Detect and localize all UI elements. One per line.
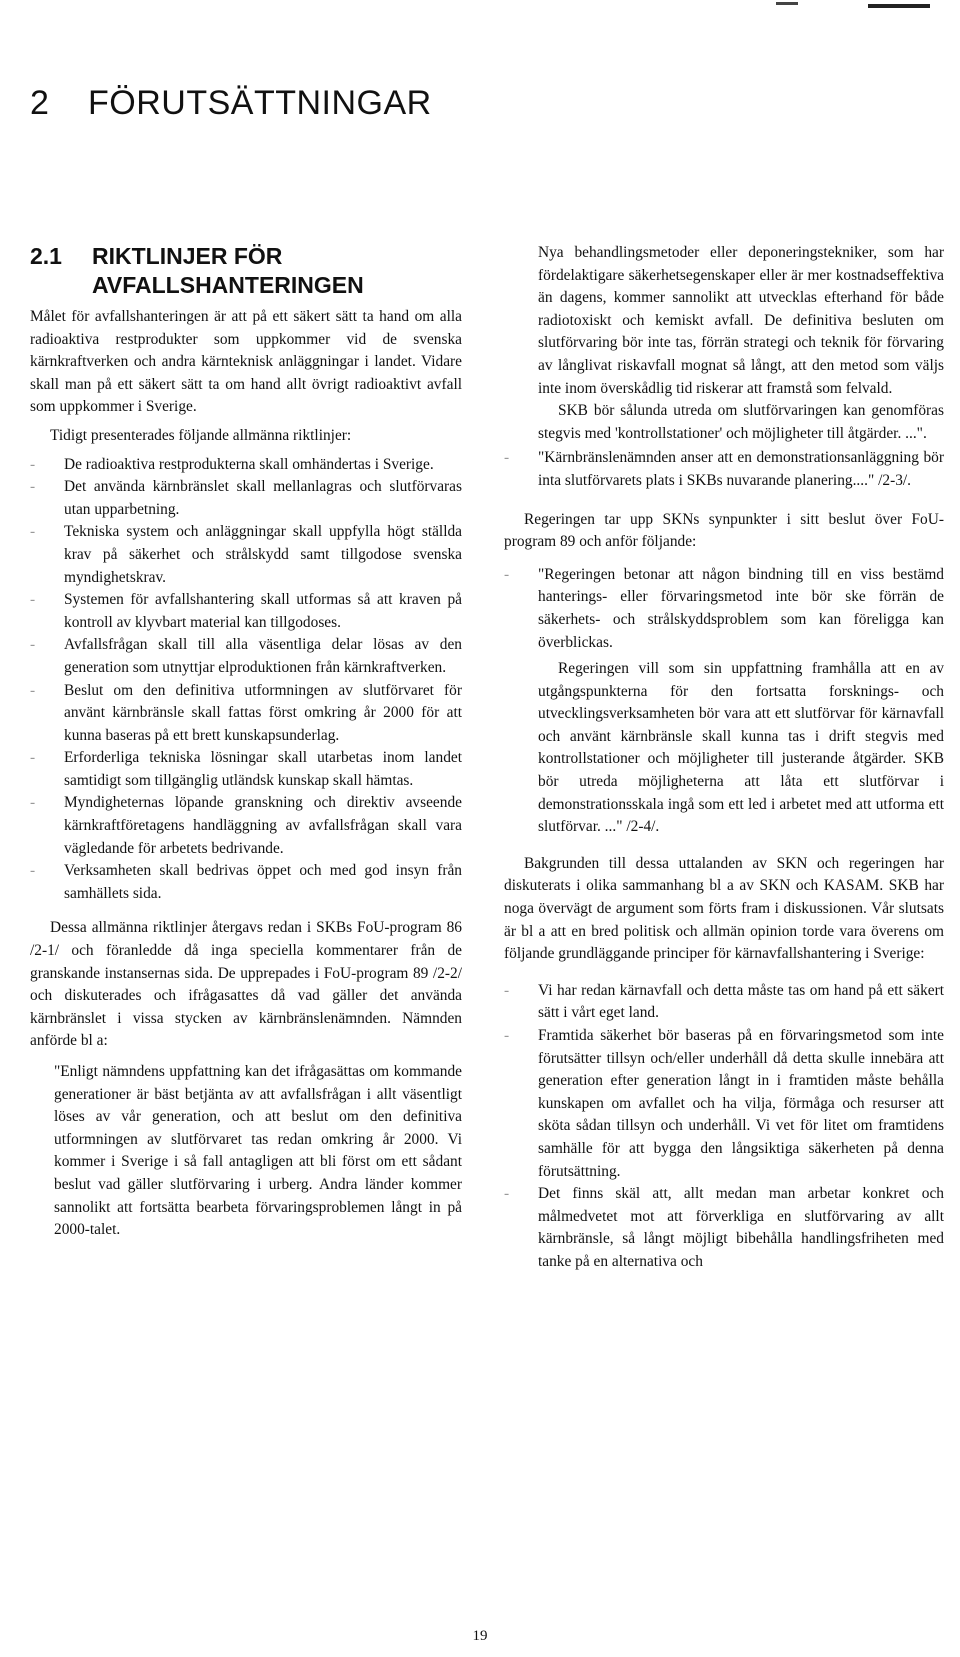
dash-marker: -: [30, 478, 36, 496]
dash-marker: -: [30, 794, 36, 812]
section-title-line2: AVFALLSHANTERINGEN: [92, 272, 364, 298]
scan-artifact: [868, 4, 930, 8]
paragraph: Bakgrunden till dessa uttalanden av SKN och regeringen har diskuterats i olika sammanhang bl a av SKN och KASAM. SKB har noga övervägt de argument som förts fram i diskussionen. Vår slutsats är bl a att en bred politisk och allmän opinion torde vara överens om följande grundläggande principer för kärnavfallshantering i Sverige:: [504, 854, 944, 963]
blockquote: "Enligt nämndens uppfattning kan det ifrågasättas om kommande generationer är bäst betjänta av att avfallsfrågan i allt väsentligt löses av vår generation, och att beslut om den definitiva utformningen av slutförvaret tas redan omkring år 2000. Vi kommer i Sverige i så fall antagligen att bli först om ett sådant beslut vad gäller slutförvaring i urberg. Andra länder kommer sannolikt att fortsätta bearbeta förvaringsproblemen långt in på 2000-talet.: [54, 1063, 462, 1239]
left-column: [30, 242, 462, 1254]
chapter-title: FÖRUTSÄTTNINGAR: [88, 84, 432, 122]
list-item: - Det använda kärnbränslet skall mellanlagras och slutförvaras utan upparbetning.: [30, 478, 462, 518]
quote-continuation: Regeringen vill som sin uppfattning framhålla att en av utgångspunkterna för den fortsatta forsknings- och utvecklingsverksamheten bör vara att ett slutförvar för kärnavfall och använt kärnbränsle skall kunna tas i drift stegvis med kontrollstationer och möjligheter till justerande åtgärder. SKB bör utreda möjligheterna att låta ett slutförvar i demonstrationsskala ingå som ett led i arbetet med att utforma ett slutförvar. ..." /2-4/.: [538, 660, 944, 836]
dash-marker: -: [504, 1027, 510, 1044]
list-item: - Beslut om den definitiva utformningen av slutförvaret för använt kärnbränsle skall fattas först omkring år 2000 för att kunna baseras på ett brett kunskapsunderlag.: [30, 681, 462, 744]
dash-marker: -: [30, 749, 36, 767]
section-title-line1: RIKTLINJER FÖR: [92, 243, 283, 269]
list-item: - Verksamheten skall bedrivas öppet och med god insyn från samhällets sida.: [30, 862, 462, 902]
list-item: - Systemen för avfallshantering skall utformas så att kraven på kontroll av klyvbart material kan tillgodoses.: [30, 591, 462, 631]
page-number: 19: [472, 1628, 488, 1644]
quote-continuation: SKB bör sålunda utreda om slutförvaringen kan genomföras stegvis med 'kontrollstationer' och möjligheter till åtgärder. ...".: [538, 402, 944, 442]
dash-marker: -: [30, 455, 36, 473]
list-item: - Vi har redan kärnavfall och detta måste tas om hand på ett säkert sätt i vårt eget land.: [504, 981, 944, 1022]
dash-marker: -: [30, 862, 36, 880]
section-number: 2.1: [30, 243, 62, 269]
section-title: [92, 242, 462, 300]
scan-artifact: [776, 2, 798, 5]
chapter-number: 2: [30, 84, 50, 122]
section-heading: [30, 242, 462, 300]
right-column: [504, 242, 944, 1286]
list-item: - Avfallsfrågan skall till alla väsentliga delar lösas av den generation som utnyttjar elproduktionen från kärnkraftverken.: [30, 636, 462, 676]
list-item: - Tekniska system och anläggningar skall uppfylla högt ställda krav på säkerhet och strålskydd samt tillgodose svenska myndighetskrav.: [30, 523, 462, 586]
paragraph: Regeringen tar upp SKNs synpunkter i sitt beslut över FoU-program 89 och anför följande:: [504, 510, 944, 551]
list-item: - Myndigheternas löpande granskning och direktiv avseende kärnkraftföretagens handläggning av avfallsfrågan skall vara vägledande för arbetets bedrivande.: [30, 794, 462, 857]
dash-marker: -: [30, 591, 36, 609]
dash-marker: -: [504, 449, 510, 467]
dash-marker: -: [30, 681, 36, 699]
dash-marker: -: [504, 1185, 510, 1203]
guidelines-list: [30, 454, 462, 906]
list-item: - Framtida säkerhet bör baseras på en förvaringsmetod som inte förutsätter tillsyn och/eller underhåll då detta skulle innebära att generation efter generation långt in i framtiden måste behålla kunskapen om avfallet och ha vilja, förmåga och resurser att sköta sådan tillsyn och underhåll. Vi vet för litet om framtidens samhälle för att bygga den långsiktiga säkerheten på denna förutsättning.: [504, 1027, 944, 1180]
list-item: - Det finns skäl att, allt medan man arbetar konkret och målmedvetet mot att förverkliga en slutförvaring av allt kärnbränsle, så långt möjligt bibehålla handlingsfriheten med tanke på en alternativa och: [504, 1185, 944, 1270]
paragraph: Dessa allmänna riktlinjer återgavs redan i SKBs FoU-program 86 /2-1/ och föranledde då inga speciella kommentarer från de granskande instansernas sida. De upprepades i FoU-program 89 /2-2/ och diskuterades och ifrågasattes då vad gäller det använda kärnbränslet i vissa stycken av kärnbränslenämnden. Nämnden anförde bl a:: [30, 919, 462, 1050]
dash-marker: -: [504, 565, 510, 583]
intro-paragraph: Målet för avfallshanteringen är att på ett säkert sätt ta hand om alla radioaktiva restprodukter som uppkommer vid de svenska kärnkraftverken och andra kärnteknisk anläggningar i landet. Vidare skall man på ett säkert sätt ta om hand allt övrigt radioaktivt avfall som uppkommer i Sverige.: [30, 308, 462, 416]
list-item: - De radioaktiva restprodukterna skall omhändertas i Sverige.: [30, 454, 462, 477]
chapter-heading: [30, 84, 432, 123]
dash-marker: -: [504, 981, 510, 999]
quote-item: - "Kärnbränslenämnden anser att en demonstrationsanläggning bör inta slutförvarets plats i SKBs nuvarande planering...." /2-3/.: [504, 449, 944, 489]
list-item: - Erforderliga tekniska lösningar skall utarbetas inom landet samtidigt som tillgänglig utländsk kunskap skall hämtas.: [30, 749, 462, 789]
principles-list: [504, 980, 944, 1274]
quote-item: - "Regeringen betonar att någon bindning till en viss bestämd hanterings- eller förvaringsmetod inte bör ske förrän de säkerhets- och strålskyddsproblem som kan föreligga kan överblickas.: [504, 565, 944, 651]
guidelines-intro: Tidigt presenterades följande allmänna riktlinjer:: [50, 426, 352, 444]
quote-continuation: Nya behandlingsmetoder eller deponeringstekniker, som har fördelaktigare säkerhetsegenskaper eller är mer kostnadseffektiva än dagens, kommer sannolikt att utvecklas efterhand för både radiotoxiskt och kemiskt avfall. De definitiva besluten om slutförvaring bör inte tas, förrän strategi och teknik för förvaring av långlivat riskavfall mognat så långt, att den metod som väljs inte inom överskådlig tid riskerar att framstå som felvald.: [538, 244, 944, 397]
dash-marker: -: [30, 523, 36, 541]
dash-marker: -: [30, 636, 36, 654]
